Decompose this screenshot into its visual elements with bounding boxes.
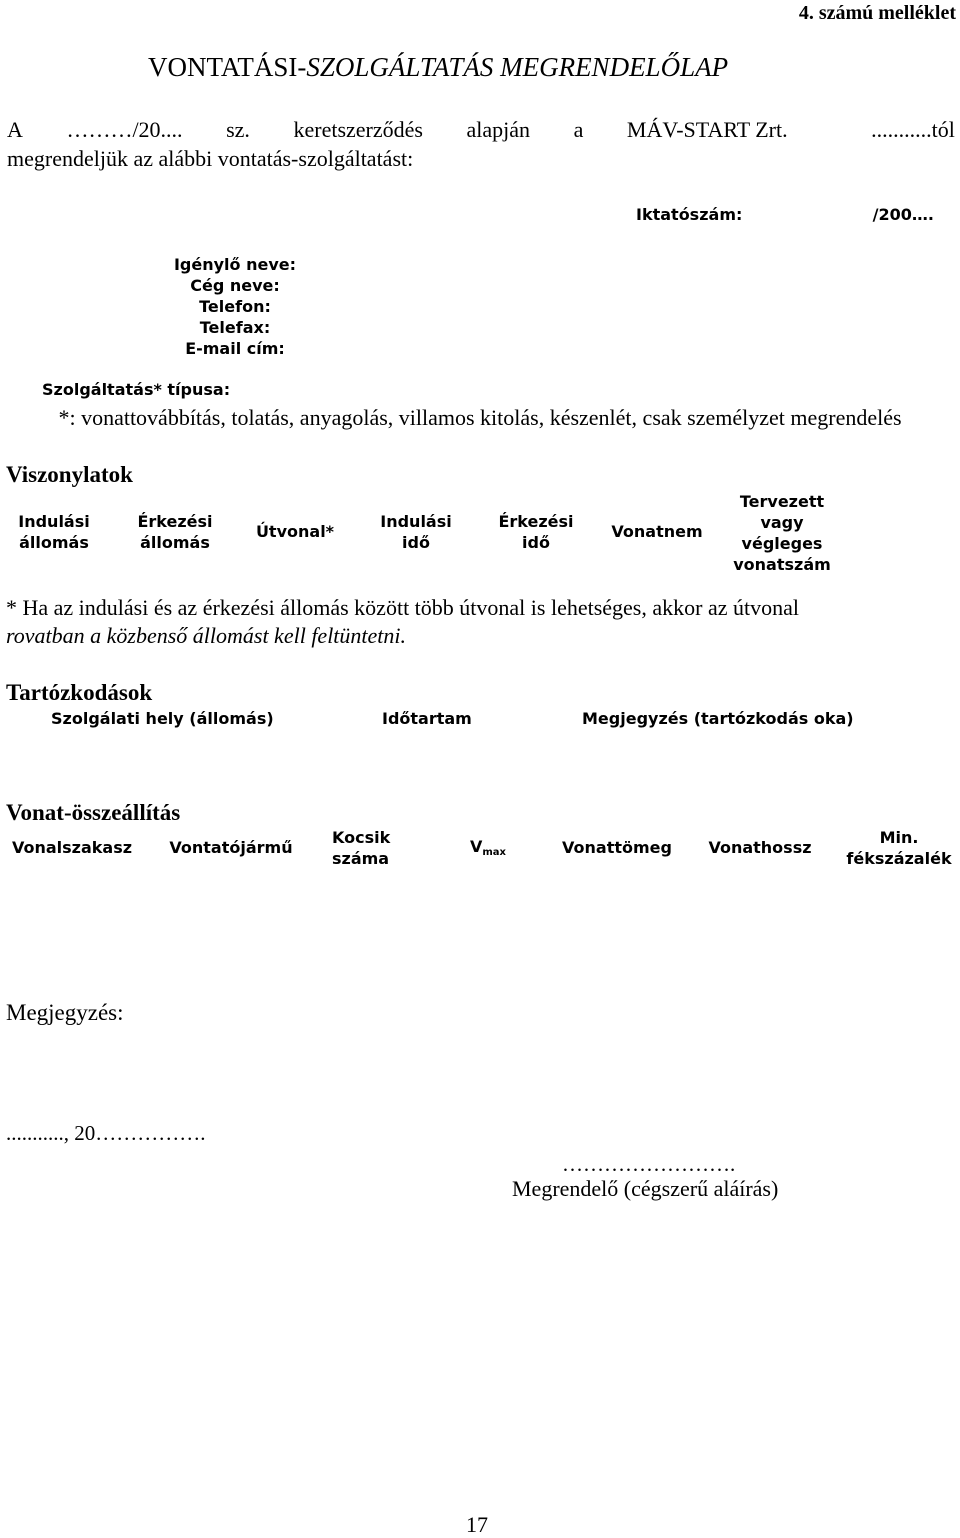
intro-word: sz. <box>226 117 250 142</box>
title-part2: SZOLGÁLTATÁS MEGRENDELŐLAP <box>306 52 729 82</box>
intro-line-1 <box>7 117 955 143</box>
composition-heading: Vonat-összeállítás <box>6 800 181 825</box>
intro-word: a <box>573 117 584 142</box>
form-title <box>148 52 728 83</box>
route-footnote-line2: rovatban a közbenső állomást kell feltüntetni. <box>6 623 407 648</box>
col-brake-percent: Min. fékszázalék <box>846 828 952 868</box>
intro-line-2: megrendeljük az alábbi vontatás-szolgáltatást: <box>7 146 414 171</box>
intro-word: alapján <box>466 117 531 142</box>
requester-name-label: Igénylő neve: <box>173 255 297 274</box>
service-type-options: *: vonattovábbítás, tolatás, anyagolás, villamos kitolás, készenlét, csak személyzet megrendelés <box>58 405 902 430</box>
route-footnote <box>6 594 946 650</box>
signature-line[interactable]: ……………………. <box>562 1152 736 1176</box>
notes-heading: Megjegyzés: <box>6 1000 124 1025</box>
col-duration: Időtartam <box>382 709 472 728</box>
intro-date-from-field[interactable]: ...........tól <box>871 117 955 142</box>
col-line-section: Vonalszakasz <box>11 838 133 857</box>
annex-label: 4. számú melléklet <box>798 2 956 24</box>
col-train-number: Tervezett vagy végleges vonatszám <box>733 492 831 574</box>
col-train-type: Vonatnem <box>611 522 703 541</box>
route-footnote-line1: * Ha az indulási és az érkezési állomás között több útvonal is lehetséges, akkor az útvonal <box>6 595 799 620</box>
col-vmax: $V_{max}$ <box>470 837 507 858</box>
stays-heading: Tartózkodások <box>6 680 153 705</box>
col-departure-station: Indulási állomás <box>18 512 90 552</box>
registry-value-field[interactable]: /200…. <box>872 205 934 224</box>
place-date-field[interactable]: ..........., 20……………. <box>6 1121 206 1145</box>
fax-label: Telefax: <box>199 318 271 337</box>
service-type-label: Szolgáltatás* típusa: <box>42 380 231 399</box>
company-name-label: Cég neve: <box>190 276 280 295</box>
phone-label: Telefon: <box>199 297 271 316</box>
registry-number-row <box>636 205 934 224</box>
col-stay-note: Megjegyzés (tartózkodás oka) <box>582 709 854 728</box>
col-departure-time: Indulási idő <box>380 512 452 552</box>
page-number: 17 <box>466 1512 488 1537</box>
col-train-mass: Vonattömeg <box>562 838 672 857</box>
title-part1: VONTATÁSI- <box>148 52 307 82</box>
intro-company: MÁV-START Zrt. <box>626 117 788 142</box>
intro-word: keretszerződés <box>293 117 423 142</box>
email-label: E-mail cím: <box>185 339 285 358</box>
col-train-length: Vonathossz <box>708 838 812 857</box>
intro-word: A <box>7 117 23 142</box>
relations-heading: Viszonylatok <box>6 462 133 487</box>
registry-label: Iktatószám: <box>636 205 743 224</box>
col-wagon-count: Kocsik száma <box>332 828 391 868</box>
col-locomotive: Vontatójármű <box>169 838 293 857</box>
col-route: Útvonal* <box>255 522 335 541</box>
col-arrival-station: Érkezési állomás <box>137 512 213 552</box>
intro-contract-number-field[interactable]: ………/20.... <box>66 117 183 142</box>
signature-label: Megrendelő (cégszerű aláírás) <box>512 1176 779 1201</box>
requester-fields <box>120 254 350 359</box>
col-service-place: Szolgálati hely (állomás) <box>51 709 274 728</box>
col-arrival-time: Érkezési idő <box>498 512 574 552</box>
